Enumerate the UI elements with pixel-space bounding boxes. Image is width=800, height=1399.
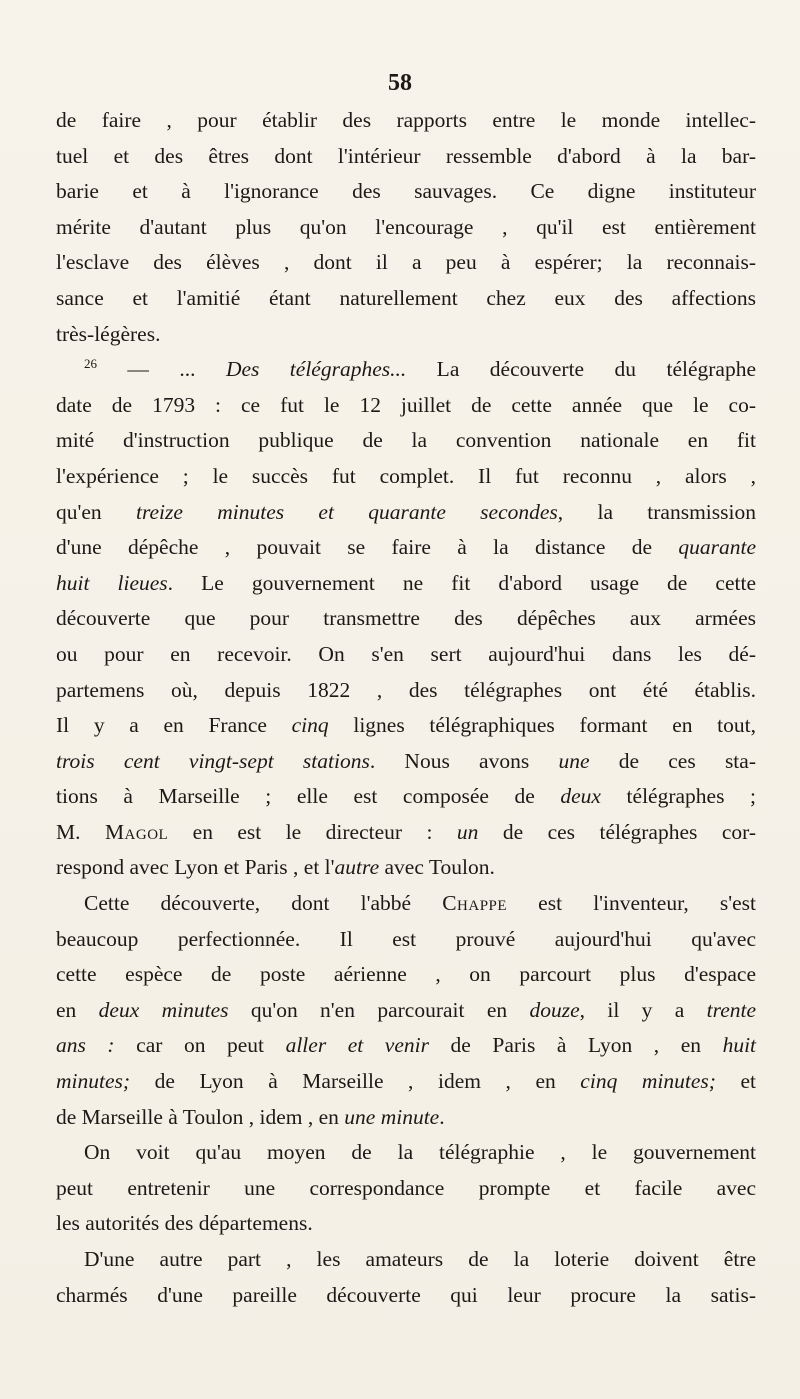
italic-text: treize minutes et quarante secondes [135, 499, 558, 524]
text-line [56, 1135, 756, 1171]
text-line [56, 459, 756, 495]
text-line [56, 1242, 756, 1278]
text-segment: Cette découverte, dont l'abbé [84, 891, 443, 916]
text-segment: partemens où, depuis 1822 , des télégraphes ont été établis. [56, 677, 756, 702]
text-line [56, 1100, 756, 1136]
text-segment: tuel et des êtres dont l'intérieur ressemble d'abord à la bar- [56, 143, 756, 168]
text-segment: cette espèce de poste aérienne , on parcourt plus d'espace [56, 962, 756, 987]
text-segment: . Le gouvernement ne fit d'abord usage de cette [167, 570, 756, 595]
text-line [56, 352, 756, 388]
text-line [56, 495, 756, 531]
text-segment: de ces sta- [589, 748, 756, 773]
text-segment: de Marseille à Toulon , idem , en [56, 1104, 345, 1129]
text-line [56, 423, 756, 459]
text-segment: sance et l'amitié étant naturellement chez eux des affections [56, 285, 756, 310]
text-segment: l'expérience ; le succès fut complet. Il fut reconnu , alors , [56, 463, 756, 488]
text-segment: qu'on n'en parcourait en [228, 997, 530, 1022]
italic-text: trois cent vingt-sept stations [56, 748, 370, 773]
text-segment: mérite d'autant plus qu'on l'encourage , qu'il est entièrement [56, 214, 756, 239]
italic-text: une [558, 748, 590, 773]
text-segment: mité d'instruction publique de la convention nationale en fit [56, 428, 756, 453]
text-line [56, 957, 756, 993]
italic-text: cinq [291, 713, 329, 738]
text-segment: de faire , pour établir des rapports entre le monde intellec- [56, 108, 756, 132]
text-segment: La découverte du télégraphe [406, 357, 756, 382]
text-segment: D'une autre part , les amateurs de la loterie doivent être [84, 1247, 756, 1271]
text-segment: respond avec Lyon et Paris , et l' [56, 855, 335, 880]
text-line [56, 388, 756, 424]
text-line [56, 317, 756, 353]
italic-text: autre [334, 855, 380, 880]
text-segment: charmés d'une pareille découverte qui leur procure la satis- [56, 1282, 756, 1307]
text-line [56, 245, 756, 281]
text-segment: en [56, 997, 99, 1022]
small-caps-name: Magol [104, 819, 169, 844]
text-segment: , il y a [579, 997, 707, 1022]
text-line [56, 103, 756, 139]
text-line [56, 993, 756, 1029]
page-number: 58 [388, 70, 412, 96]
text-line [56, 281, 756, 317]
text-segment: M. [56, 819, 105, 844]
text-segment: beaucoup perfectionnée. Il est prouvé aujourd'hui qu'avec [56, 926, 756, 951]
text-line [56, 210, 756, 246]
text-segment: peut entretenir une correspondance prompte et facile avec [56, 1175, 756, 1200]
text-line [56, 1278, 756, 1314]
text-line [56, 637, 756, 673]
text-line [56, 530, 756, 566]
text-segment: ou pour en recevoir. On s'en sert aujourd'hui dans les dé- [56, 641, 756, 666]
text-line [56, 922, 756, 958]
text-segment: — ... [97, 357, 226, 382]
italic-text: douze [529, 997, 580, 1022]
text-segment: On voit qu'au moyen de la télégraphie , le gouvernement [84, 1140, 756, 1165]
text-segment: et [715, 1069, 756, 1094]
text-line [56, 708, 756, 744]
italic-text: deux [560, 784, 601, 809]
text-segment: télégraphes ; [600, 784, 757, 809]
text-segment: barie et à l'ignorance des sauvages. Ce digne instituteur [56, 179, 756, 204]
italic-text: ans : [56, 1033, 115, 1058]
text-line [56, 139, 756, 175]
text-segment: les autorités des départemens. [56, 1211, 313, 1236]
text-segment: qu'en [56, 499, 136, 524]
italic-text: une minute [344, 1104, 440, 1129]
text-line [56, 1206, 756, 1242]
italic-text: quarante [678, 535, 756, 560]
text-line [56, 1064, 756, 1100]
text-segment: . [439, 1104, 445, 1129]
text-segment: date de 1793 : ce fut le 12 juillet de cette année que le co- [56, 392, 756, 417]
italic-text: huit [722, 1033, 757, 1058]
text-line [56, 744, 756, 780]
footnote-number: 26 [84, 356, 97, 371]
text-line [56, 673, 756, 709]
text-line [56, 601, 756, 637]
text-segment: est l'inventeur, s'est [507, 891, 756, 916]
text-segment: . Nous avons [369, 748, 559, 773]
text-segment: de Lyon à Marseille , idem , en [130, 1069, 581, 1094]
text-segment: car on peut [114, 1033, 286, 1058]
text-segment: tions à Marseille ; elle est composée de [56, 784, 561, 809]
text-segment: lignes télégraphiques formant en tout, [328, 713, 756, 738]
text-segment: très-légères. [56, 321, 161, 346]
italic-text: cinq minutes; [580, 1069, 716, 1094]
text-line [56, 779, 756, 815]
body-text [56, 103, 756, 1313]
italic-text: huit lieues [56, 570, 168, 595]
text-line [56, 1171, 756, 1207]
italic-text: Des télégraphes... [225, 357, 407, 382]
text-segment: , la transmission [557, 499, 756, 524]
text-segment: l'esclave des élèves , dont il a peu à espérer; la reconnais- [56, 250, 756, 275]
text-line [56, 566, 756, 602]
text-segment: Il y a en France [56, 713, 292, 738]
italic-text: deux minutes [98, 997, 229, 1022]
small-caps-name: Chappe [442, 891, 508, 916]
text-line [56, 174, 756, 210]
italic-text: un [456, 819, 479, 844]
text-segment: avec Toulon. [379, 855, 495, 880]
italic-text: minutes; [56, 1069, 131, 1094]
text-line [56, 1028, 756, 1064]
text-segment: de Paris à Lyon , en [428, 1033, 723, 1058]
text-segment: en est le directeur : [168, 819, 457, 844]
italic-text: aller et venir [285, 1033, 429, 1058]
text-segment: découverte que pour transmettre des dépêches aux armées [56, 606, 756, 631]
text-segment: d'une dépêche , pouvait se faire à la distance de [56, 535, 679, 560]
text-line [56, 815, 756, 851]
text-line [56, 886, 756, 922]
text-segment: de ces télégraphes cor- [478, 819, 756, 844]
italic-text: trente [706, 997, 757, 1022]
text-line [56, 850, 756, 886]
